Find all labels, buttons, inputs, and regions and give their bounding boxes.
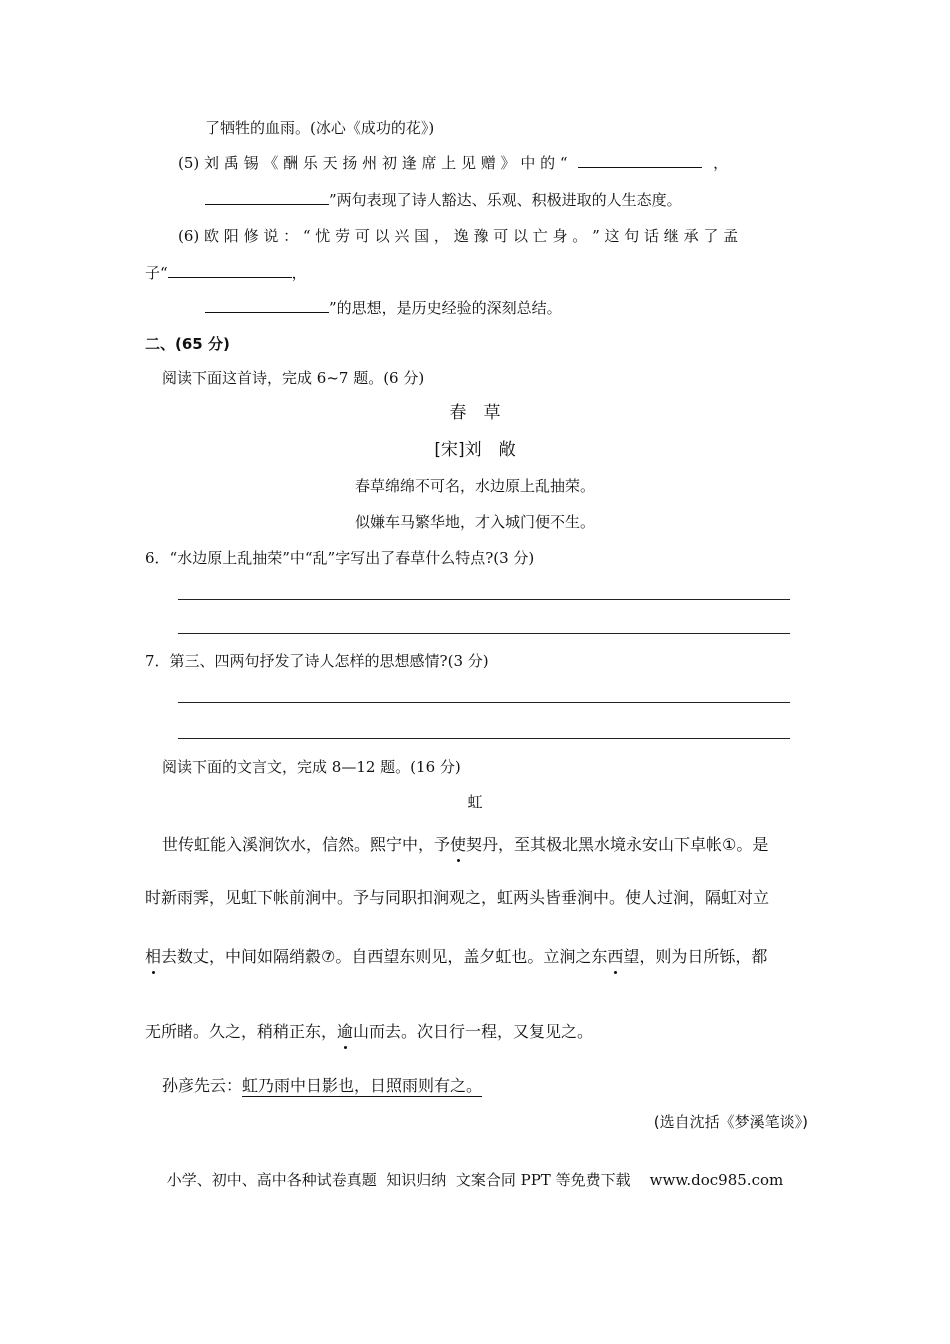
footer-ad: 小学、初中、高中各种试卷真题 知识归纳 文案合同 PPT 等免费下载 www.doc985.com xyxy=(166,1171,784,1189)
prose-text: 孙彦先云： xyxy=(162,1076,243,1095)
prose-line-4 xyxy=(145,1022,593,1042)
emphasized-char: 逾 xyxy=(337,1022,354,1041)
emphasized-char: 使 xyxy=(450,835,467,854)
prose-title: 虹 xyxy=(467,793,483,811)
prose-text: 无所睹。久之，稍稍正东， xyxy=(145,1022,338,1041)
question-5-number: (5) xyxy=(178,154,200,172)
question-6: 6．“水边原上乱抽荣”中“乱”字写出了春草什么特点?(3 分) xyxy=(145,549,535,567)
question-5-separator: ， xyxy=(713,154,729,172)
question-6-tail: ”的思想，是历史经验的深刻总结。 xyxy=(329,299,562,317)
poem-line: 春草绵绵不可名，水边原上乱抽荣。 xyxy=(354,477,595,495)
answer-line[interactable] xyxy=(178,633,790,634)
question-6-recite xyxy=(178,226,738,246)
answer-line[interactable] xyxy=(178,738,790,739)
question-7: 7．第三、四两句抒发了诗人怎样的思想感情?(3 分) xyxy=(145,652,489,670)
prose-instructions: 阅读下面的文言文，完成 8—12 题。(16 分) xyxy=(162,758,461,776)
question-6-lead: 欧 阳 修 说 ： “ 忧 劳 可 以 兴 国 ， 逸 豫 可 以 亡 身 。 ” 这 句 话 继 承 了 孟 xyxy=(204,227,739,245)
question-5-line2 xyxy=(205,190,682,210)
answer-line[interactable] xyxy=(178,599,790,600)
answer-line[interactable] xyxy=(178,702,790,703)
section-heading: 二、(65 分) xyxy=(145,335,230,353)
prose-text: 去数丈，中间如隔绡縠⑦。自西望东则见，盖夕虹也。立涧之东 xyxy=(161,947,608,966)
question-6-separator: ， xyxy=(291,264,307,282)
prose-line-3 xyxy=(145,947,767,967)
underlined-sentence: 虹乃雨中日影也，日照雨则有之。 xyxy=(242,1076,483,1095)
prose-paragraph-2 xyxy=(162,1076,482,1096)
poem-line: 似嫌车马繁华地，才入城门便不生。 xyxy=(354,513,595,531)
question-5-lead: 刘 禹 锡 《 酬 乐 天 扬 州 初 逢 席 上 见 赠 》 中 的 “ xyxy=(204,154,568,172)
answer-blank[interactable] xyxy=(578,153,702,168)
answer-blank[interactable] xyxy=(205,298,329,313)
poem-instructions: 阅读下面这首诗，完成 6~7 题。(6 分) xyxy=(162,369,425,387)
question-6-recite-line2 xyxy=(145,263,307,283)
answer-blank[interactable] xyxy=(205,190,329,205)
prose-text: 望，则为日所铄，都 xyxy=(623,947,768,966)
prose-text: 契丹，至其极北黑水境永安山下卓帐①。是 xyxy=(466,835,769,854)
question-5-tail: ”两句表现了诗人豁达、乐观、积极进取的人生态度。 xyxy=(329,191,682,209)
prose-source: (选自沈括《梦溪笔谈》) xyxy=(653,1113,808,1131)
emphasized-char: 相 xyxy=(145,947,162,966)
poem-author: [宋]刘 敞 xyxy=(434,440,516,460)
prose-text: 世传虹能入溪涧饮水，信然。熙宁中，予 xyxy=(162,835,451,854)
prose-line-2: 时新雨霁，见虹下帐前涧中。予与同职扣涧观之，虹两头皆垂涧中。使人过涧，隔虹对立 xyxy=(145,888,770,907)
question-6-number: (6) xyxy=(178,227,200,245)
question-6-lead2: 子“ xyxy=(145,264,168,282)
prose-line-1 xyxy=(162,835,768,855)
emphasized-char: 西 xyxy=(607,947,624,966)
poem-title: 春 草 xyxy=(449,403,501,423)
question-6-recite-line3 xyxy=(205,298,562,318)
answer-blank[interactable] xyxy=(168,263,292,278)
prose-text: 山而去。次日行一程，又复见之。 xyxy=(353,1022,594,1041)
poem-quote-line: 了牺牲的血雨。(冰心《成功的花》) xyxy=(205,119,435,137)
question-5 xyxy=(178,153,798,173)
